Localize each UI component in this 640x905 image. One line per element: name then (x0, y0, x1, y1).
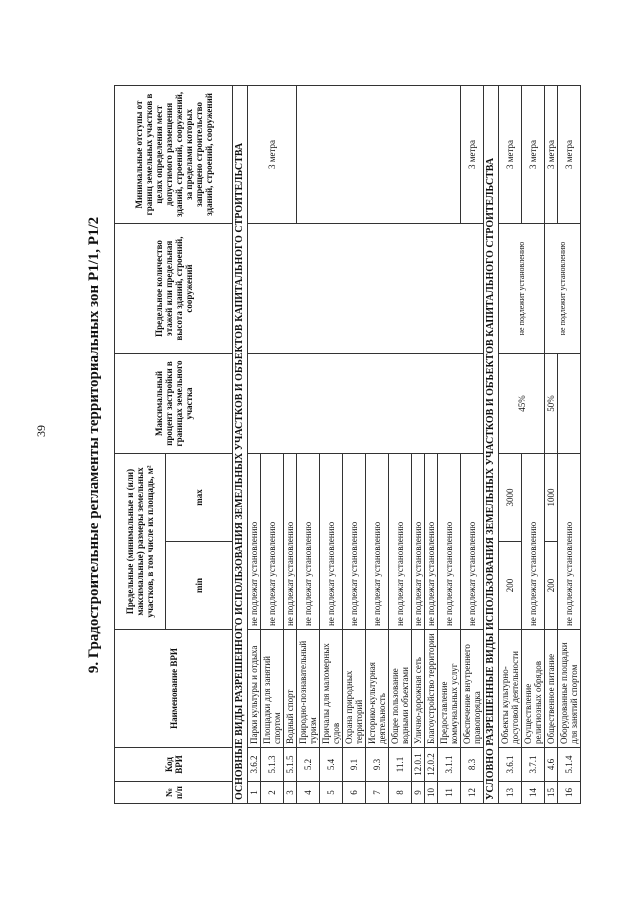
cell-setback: 3 метра (522, 85, 545, 223)
cell-no: 11 (438, 782, 461, 804)
cell-area: не подлежат установлению (366, 453, 389, 629)
header-percent: Максимальный процент застройки в границах земельного участка (115, 353, 233, 453)
cell-no: 16 (558, 782, 581, 804)
cell-no: 2 (261, 782, 284, 804)
header-setback: Минимальные отступы от границ земельных участков в целях определения мест допустимого размещения зданий, строений, сооружений, за пределами которых запрещено строительство зданий, строений, сооружений (115, 85, 233, 223)
cell-no: 8 (389, 782, 412, 804)
cell-code: 9.1 (343, 748, 366, 782)
header-no: № п/п (115, 782, 233, 804)
cell-area: не подлежат установлению (425, 453, 438, 629)
section-main-title: ОСНОВНЫЕ ВИДЫ РАЗРЕШЕННОГО ИСПОЛЬЗОВАНИЯ ЗЕМЕЛЬНЫХ УЧАСТКОВ И ОБЪЕКТОВ КАПИТАЛЬНОГО СТРОИТЕЛЬСТВА (233, 85, 248, 803)
cell-code: 4.6 (545, 748, 558, 782)
header-max: max (166, 453, 233, 541)
cell-name: Историко-культурная деятельность (366, 630, 389, 748)
table-row (248, 85, 261, 803)
cell-no: 15 (545, 782, 558, 804)
regulations-table (114, 85, 581, 804)
cell-no: 12 (461, 782, 484, 804)
cell-no: 6 (343, 782, 366, 804)
cell-area: не подлежат установлению (412, 453, 425, 629)
cell-setback: 3 метра (248, 85, 297, 223)
section-conditional-title: УСЛОВНО РАЗРЕШЕННЫЕ ВИДЫ ИСПОЛЬЗОВАНИЯ ЗЕМЕЛЬНЫХ УЧАСТКОВ И ОБЪЕКТОВ КАПИТАЛЬНОГО СТРОИТЕЛЬСТВА (484, 85, 499, 803)
cell-max: 1000 (545, 453, 558, 541)
cell-floors: не подлежит установлению (499, 223, 545, 353)
cell-area: не подлежат установлению (343, 453, 366, 629)
cell-code: 5.2 (297, 748, 320, 782)
cell-name: Оборудованные площадки для занятий спортом (558, 630, 581, 748)
cell-name: Благоустройство территории (425, 630, 438, 748)
cell-name: Общее пользование водными объектами (389, 630, 412, 748)
section-conditional (484, 85, 499, 803)
cell-code: 5.1.5 (284, 748, 297, 782)
cell-code: 12.0.1 (412, 748, 425, 782)
cell-code: 3.1.1 (438, 748, 461, 782)
cell-area: не подлежат установлению (284, 453, 297, 629)
cell-no: 14 (522, 782, 545, 804)
cell-setback: 3 метра (545, 85, 558, 223)
cell-setback: 3 метра (558, 85, 581, 223)
cell-area: не подлежат установлению (261, 453, 284, 629)
cell-name: Общественное питание (545, 630, 558, 748)
cell-code: 5.1.3 (261, 748, 284, 782)
cell-percent (558, 353, 581, 453)
cell-name: Осуществление религиозных обрядов (522, 630, 545, 748)
cell-name: Площадки для занятий спортом (261, 630, 284, 748)
cell-max: 3000 (499, 453, 522, 541)
cell-name: Объекты культурно-досуговой деятельности (499, 630, 522, 748)
cell-area: не подлежат установлению (438, 453, 461, 629)
cell-setback: 3 метра (499, 85, 522, 223)
cell-name: Улично-дорожная сеть (412, 630, 425, 748)
cell-no: 13 (499, 782, 522, 804)
cell-code: 3.6.1 (499, 748, 522, 782)
page-number: 39 (34, 425, 48, 437)
cell-code: 3.7.1 (522, 748, 545, 782)
cell-no: 3 (284, 782, 297, 804)
cell-name: Предоставление коммунальных услуг (438, 630, 461, 748)
cell-floors: не подлежит установлению (545, 223, 581, 353)
cell-name: Обеспечение внутреннего правопорядка (461, 630, 484, 748)
cell-code: 8.3 (461, 748, 484, 782)
cell-no: 10 (425, 782, 438, 804)
cell-code: 5.1.4 (558, 748, 581, 782)
cell-no: 5 (320, 782, 343, 804)
cell-name: Водный спорт (284, 630, 297, 748)
cell-min: 200 (499, 542, 522, 630)
table-row (545, 85, 558, 803)
cell-name: Охрана природных территорий (343, 630, 366, 748)
header-code: Код ВРИ (115, 748, 233, 782)
cell-percent: 50% (545, 353, 558, 453)
cell-code: 3.6.2 (248, 748, 261, 782)
cell-code: 5.4 (320, 748, 343, 782)
cell-area: не подлежат установлению (389, 453, 412, 629)
cell-area: не подлежат установлению (522, 453, 545, 629)
header-area: Предельные (минимальные и (или) максимальные) размеры земельных участков, в том числе их площадь, м² (115, 453, 166, 629)
cell-area: не подлежат установлению (320, 453, 343, 629)
cell-no: 1 (248, 782, 261, 804)
page-title: 9. Градостроительные регламенты территориальных зон Р1/1, Р1/2 (86, 216, 102, 674)
header-row (115, 85, 166, 803)
cell-percent: 45% (499, 353, 545, 453)
cell-code: 12.0.2 (425, 748, 438, 782)
cell-code: 11.1 (389, 748, 412, 782)
cell-area: не подлежат установлению (297, 453, 320, 629)
header-min: min (166, 542, 233, 630)
section-main (233, 85, 248, 803)
table-row (558, 85, 581, 803)
table-row (499, 85, 522, 803)
cell-area: не подлежат установлению (558, 453, 581, 629)
cell-area: не подлежат установлению (461, 453, 484, 629)
cell-percent (248, 353, 484, 453)
cell-no: 7 (366, 782, 389, 804)
header-name: Наименование ВРИ (115, 630, 233, 748)
rotated-sheet (80, 80, 579, 810)
cell-name: Причалы для маломерных судов (320, 630, 343, 748)
cell-min: 200 (545, 542, 558, 630)
cell-name: Парки культуры и отдыха (248, 630, 261, 748)
cell-area: не подлежат установлению (248, 453, 261, 629)
cell-setback: 3 метра (461, 85, 484, 223)
cell-code: 9.3 (366, 748, 389, 782)
cell-setback (297, 85, 461, 223)
cell-floors (248, 223, 484, 353)
cell-no: 4 (297, 782, 320, 804)
cell-no: 9 (412, 782, 425, 804)
header-floors: Предельное количество этажей или предельная высота зданий, строений, сооружений (115, 223, 233, 353)
cell-name: Природно-познавательный туризм (297, 630, 320, 748)
